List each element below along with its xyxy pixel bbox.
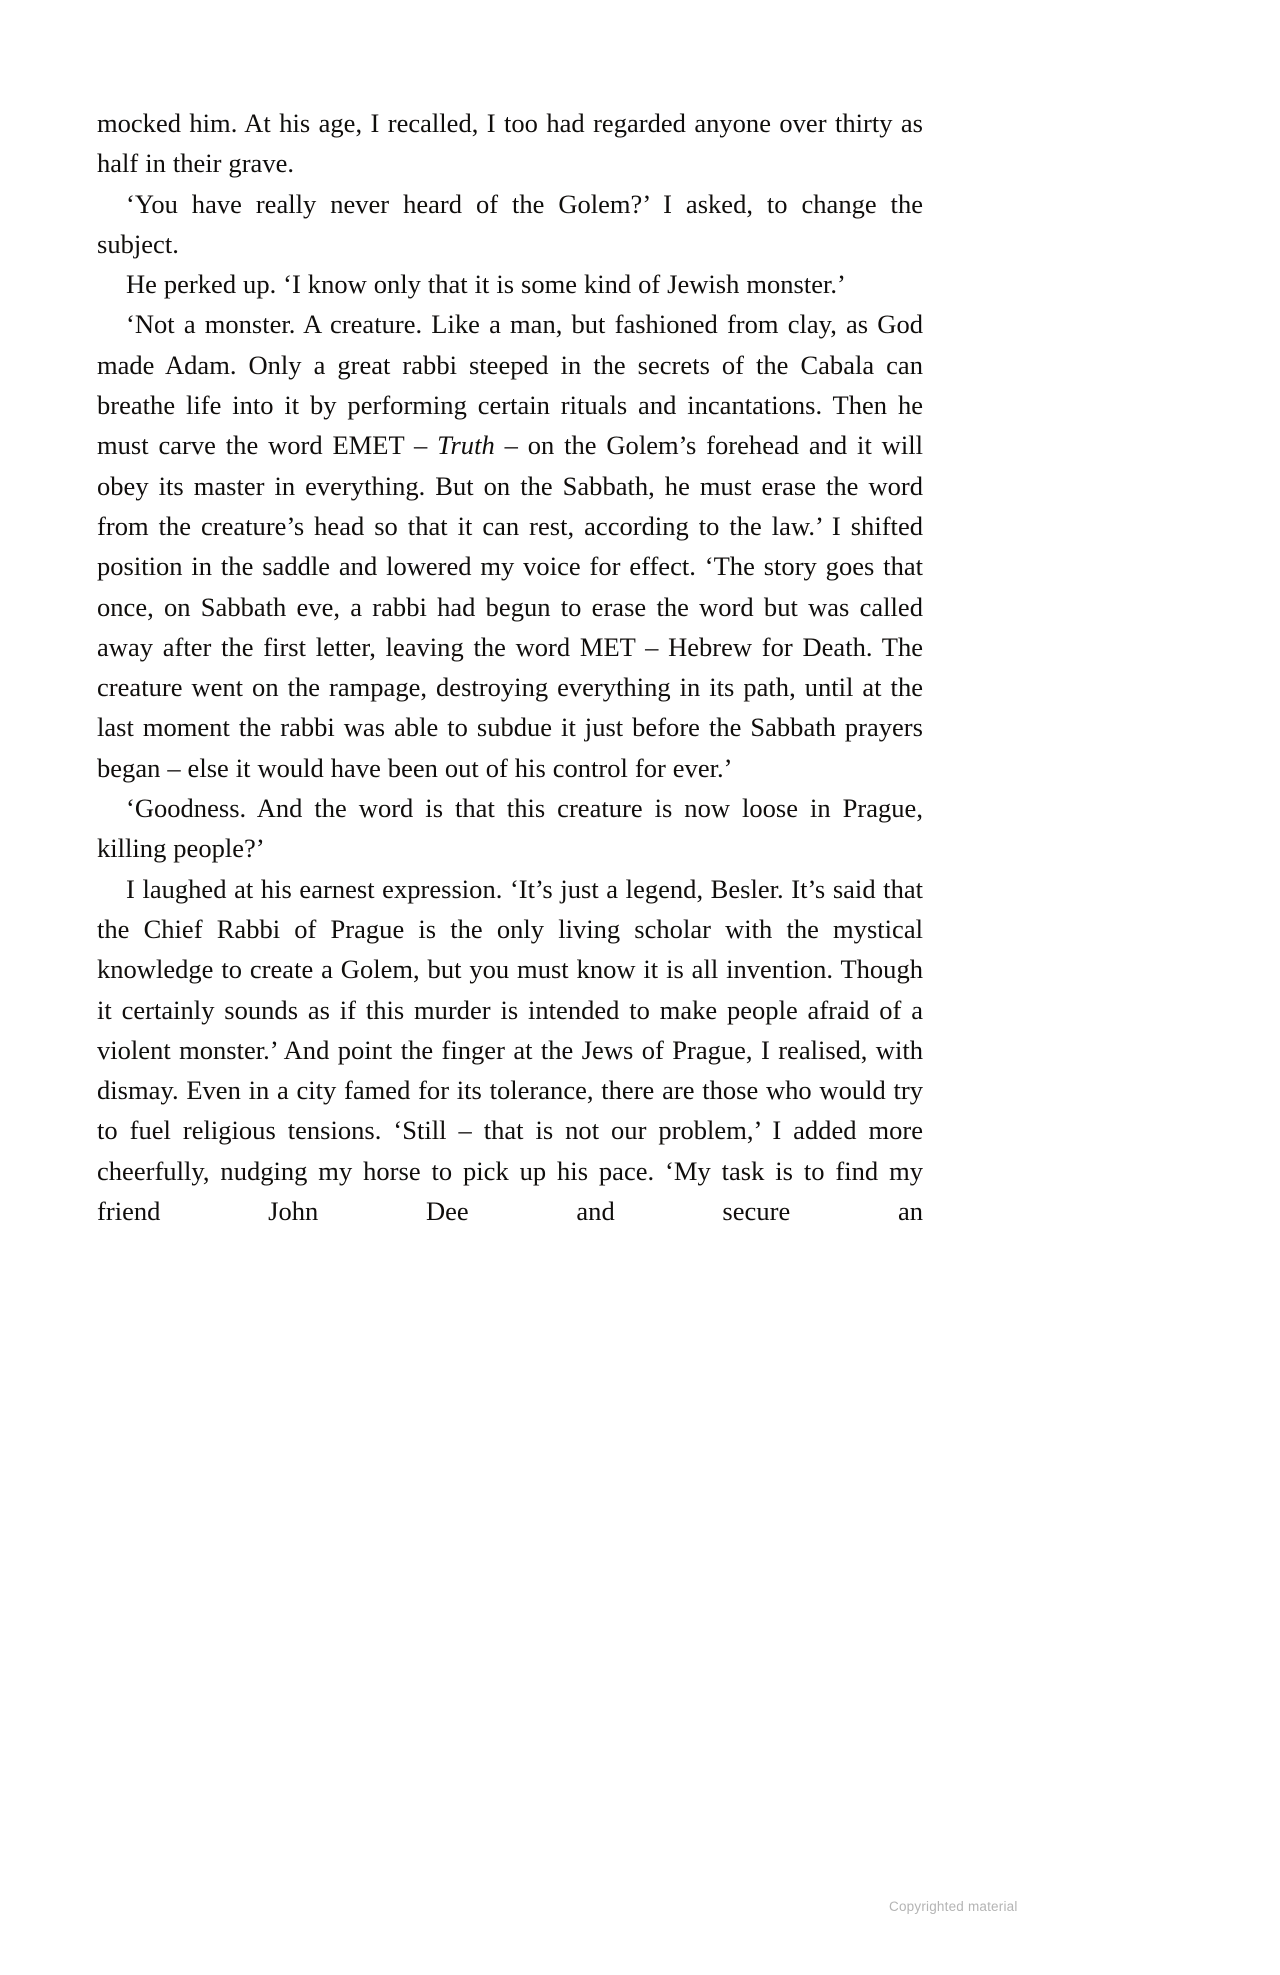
paragraph [97, 304, 923, 788]
page-text-body [97, 103, 923, 1231]
emphasis-text: Truth [437, 430, 495, 461]
body-text: He perked up. ‘I know only that it is some kind of Jewish monster.’ [126, 269, 846, 300]
paragraph [97, 184, 923, 265]
copyright-watermark: Copyrighted material [889, 1899, 1018, 1914]
body-text: ‘You have really never heard of the Golem?’ I asked, to change the subject. [97, 188, 923, 259]
paragraph [97, 788, 923, 869]
paragraph [97, 103, 923, 184]
body-text: – on the Golem’s forehead and it will obey its master in everything. But on the Sabbath, he must erase the word from the creature’s head so that it can rest, according to the law.’ I shifted position in the saddle and lowered my voice for effect. ‘The story goes that once, on Sabbath eve, a rabbi had begun to erase the word but was called away after the first letter, leaving the word MET – Hebrew for Death. The creature went on the rampage, destroying everything in its path, until at the last moment the rabbi was able to subdue it just before the Sabbath prayers began – else it would have been out of his control for ever.’ [97, 430, 923, 783]
body-text: I laughed at his earnest expression. ‘It’s just a legend, Besler. It’s said that the Chief Rabbi of Prague is the only living scholar with the mystical knowledge to create a Golem, but you must know it is all invention. Though it certainly sounds as if this murder is intended to make people afraid of a violent monster.’ And point the finger at the Jews of Prague, I realised, with dismay. Even in a city famed for its tolerance, there are those who would try to fuel religious tensions. ‘Still – that is not our problem,’ I added more cheerfully, nudging my horse to pick up his pace. ‘My task is to find my friend John Dee and secure an [97, 873, 923, 1227]
body-text: ‘Goodness. And the word is that this creature is now loose in Prague, killing people?’ [97, 793, 923, 864]
paragraph [97, 264, 923, 304]
body-text: mocked him. At his age, I recalled, I too had regarded anyone over thirty as half in their grave. [97, 108, 923, 179]
body-text: ‘Not a monster. A creature. Like a man, but fashioned from clay, as God made Adam. Only a great rabbi steeped in the secrets of the Cabala can breathe life into it by performing certain rituals and incantations. Then he must carve the word EMET – [97, 309, 923, 461]
paragraph [97, 869, 923, 1232]
